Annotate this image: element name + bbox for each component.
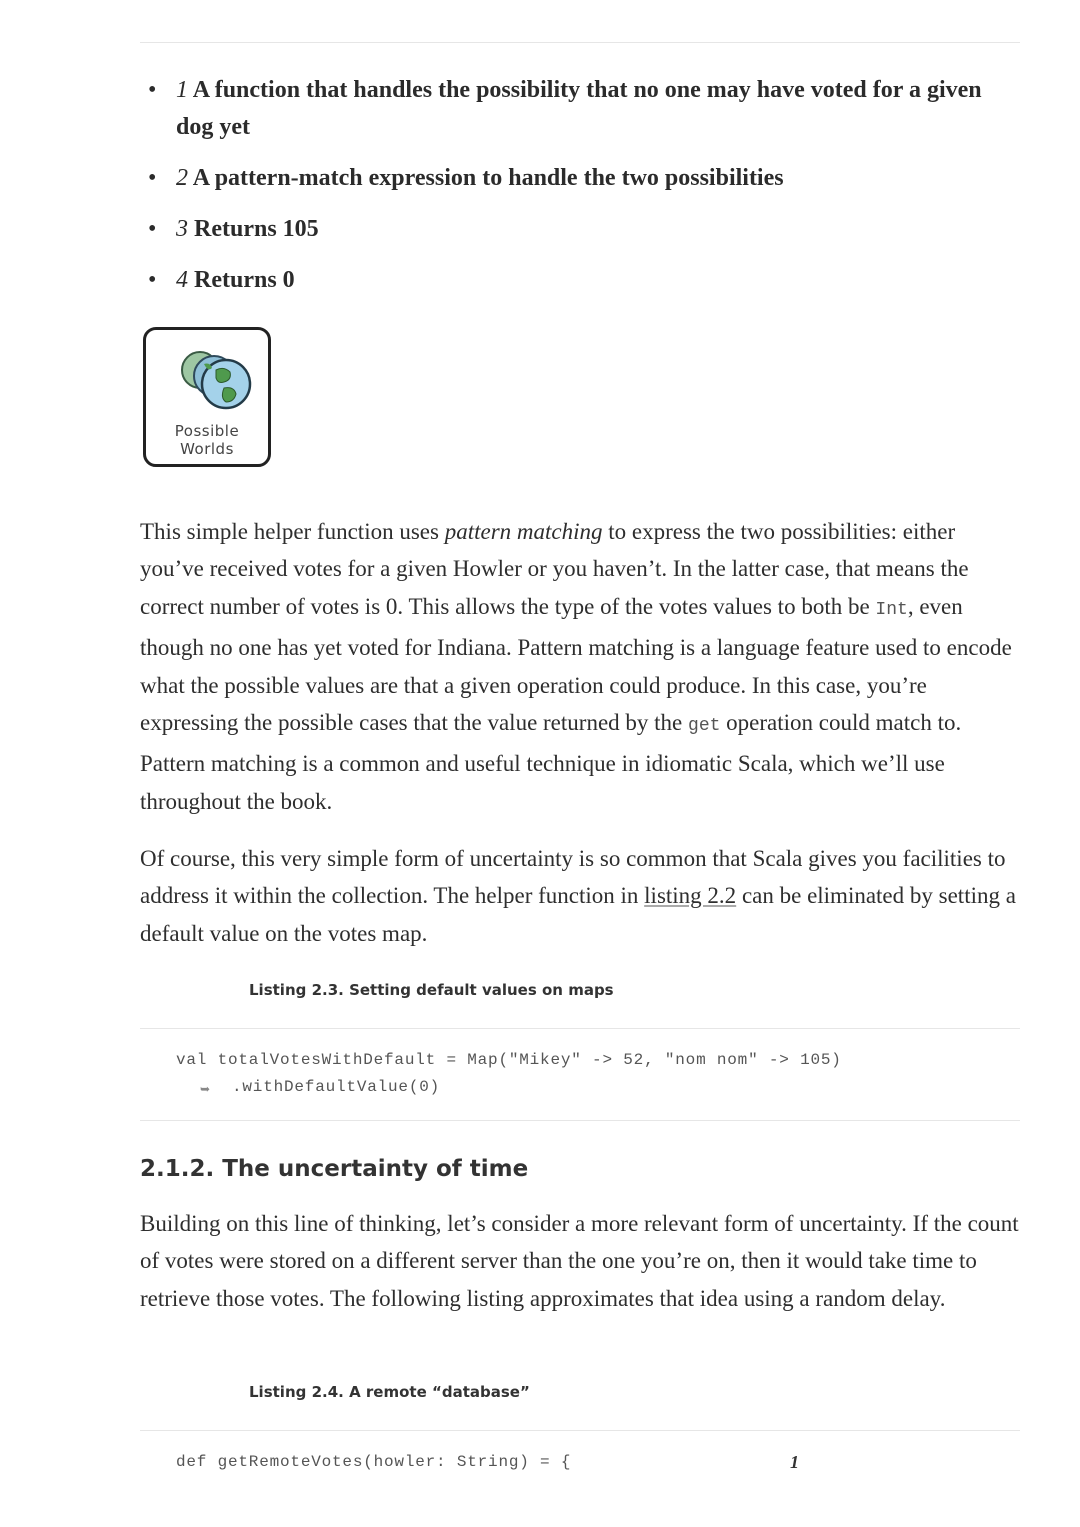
body-paragraph: Of course, this very simple form of uncertainty is so common that Scala gives you facilities to address it within the collection. The helper function in listing 2.2 can be eliminated by setting a default value on the votes map. [140, 846, 1016, 946]
annotation-number: 3 [176, 216, 188, 242]
inline-code: Int [875, 599, 908, 620]
globes-icon [160, 342, 256, 422]
annotation-text: A pattern-match expression to handle the two possibilities [192, 165, 784, 191]
annotation-list [140, 72, 1020, 313]
code-top-divider [140, 1028, 1020, 1029]
list-item [140, 211, 1020, 248]
body-paragraph: This simple helper function uses pattern matching to express the two possibilities: either you’ve received votes for a given Howler or you haven’t. In the latter case, that means the correct number of votes is 0. This allows the type of the votes values to both be Int, even though no one has yet voted for Indiana. Pattern matching is a language feature used to encode what the possible values are that a given operation could produce. In this case, you’re expressing the possible cases that the value returned by the get operation could match to. Pattern matching is a common and useful technique in idiomatic Scala, which we’ll use throughout the book. [140, 519, 1012, 814]
annotation-number: 2 [176, 165, 188, 191]
annotation-text: Returns 0 [194, 267, 295, 293]
section-heading: 2.1.2. The uncertainty of time [140, 1156, 529, 1182]
list-item [140, 160, 1020, 197]
annotation-text: A function that handles the possibility that no one may have voted for a given dog yet [176, 77, 982, 140]
code-bottom-divider [140, 1120, 1020, 1121]
list-item [140, 262, 1020, 299]
listing-caption: Listing 2.3. Setting default values on maps [249, 981, 614, 999]
listing-link[interactable]: listing 2.2 [644, 883, 737, 909]
code-annotation-marker: 1 [790, 1452, 799, 1472]
continuation-arrow-icon: ➥ [200, 1082, 211, 1096]
annotation-text: Returns 105 [194, 216, 319, 242]
list-item [140, 72, 1020, 146]
annotation-number: 1 [176, 77, 188, 103]
code-top-divider [140, 1430, 1020, 1431]
inline-code: get [688, 716, 721, 737]
badge-label: Possible Worlds [174, 422, 240, 458]
possible-worlds-badge [143, 327, 271, 467]
code-line: .withDefaultValue(0) [232, 1078, 441, 1096]
listing-caption: Listing 2.4. A remote “database” [249, 1383, 530, 1401]
code-line: def getRemoteVotes(howler: String) = { [176, 1453, 572, 1471]
code-line: val totalVotesWithDefault = Map("Mikey" -> 52, "nom nom" -> 105) [176, 1051, 842, 1069]
top-divider [140, 42, 1020, 43]
body-paragraph: Building on this line of thinking, let’s consider a more relevant form of uncertainty. If the count of votes were stored on a different server than the one you’re on, then it would take time to retrieve those votes. The following listing approximates that idea using a random delay. [140, 1211, 1019, 1311]
annotation-number: 4 [176, 267, 188, 293]
